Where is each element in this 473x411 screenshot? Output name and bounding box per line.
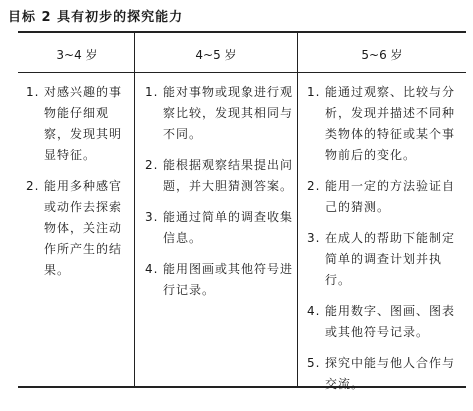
item-number: 4. xyxy=(145,262,159,276)
list-item xyxy=(307,301,465,343)
table-header-rule xyxy=(18,72,466,73)
list-item xyxy=(145,155,295,197)
item-text: 能对事物或现象进行观察比较，发现其相同与不同。 xyxy=(163,85,294,141)
item-number: 4. xyxy=(307,304,321,318)
list-item xyxy=(145,207,295,249)
section-title: 目标 2 具有初步的探究能力 xyxy=(8,10,184,25)
item-number: 2. xyxy=(307,179,321,193)
header-age-5-6: 5~6 岁 xyxy=(361,48,403,62)
item-text: 能用一定的方法验证自己的猜测。 xyxy=(325,179,456,214)
list-item xyxy=(307,82,465,166)
header-age-4-5: 4~5 岁 xyxy=(195,48,237,62)
item-text: 能通过简单的调查收集信息。 xyxy=(163,210,294,245)
item-number: 5. xyxy=(307,356,321,370)
item-text: 能用数字、图画、图表或其他符号记录。 xyxy=(325,304,456,339)
item-number: 2. xyxy=(26,179,40,193)
column-age-3-4 xyxy=(26,82,134,291)
list-item xyxy=(307,228,465,291)
item-text: 在成人的帮助下能制定简单的调查计划并执行。 xyxy=(325,231,456,287)
column-age-5-6 xyxy=(307,82,465,405)
list-item xyxy=(307,353,465,395)
item-text: 探究中能与他人合作与交流。 xyxy=(325,356,456,391)
column-divider xyxy=(297,33,298,386)
item-text: 对感兴趣的事物能仔细观察，发现其明显特征。 xyxy=(44,85,123,162)
item-number: 2. xyxy=(145,158,159,172)
list-item xyxy=(145,259,295,301)
list-item xyxy=(26,176,134,281)
list-item xyxy=(26,82,134,166)
item-text: 能根据观察结果提出问题，并大胆猜测答案。 xyxy=(163,158,294,193)
item-number: 1. xyxy=(26,85,40,99)
header-age-3-4: 3~4 岁 xyxy=(56,48,98,62)
item-number: 1. xyxy=(307,85,321,99)
list-item xyxy=(307,176,465,218)
item-text: 能用多种感官或动作去探索物体，关注动作所产生的结果。 xyxy=(44,179,123,277)
column-divider xyxy=(134,33,135,386)
column-age-4-5 xyxy=(145,82,295,311)
item-text: 能通过观察、比较与分析，发现并描述不同种类物体的特征或某个事物前后的变化。 xyxy=(325,85,456,162)
list-item xyxy=(145,82,295,145)
item-number: 3. xyxy=(307,231,321,245)
item-number: 1. xyxy=(145,85,159,99)
item-number: 3. xyxy=(145,210,159,224)
item-text: 能用图画或其他符号进行记录。 xyxy=(163,262,294,297)
table-top-rule xyxy=(18,31,466,33)
